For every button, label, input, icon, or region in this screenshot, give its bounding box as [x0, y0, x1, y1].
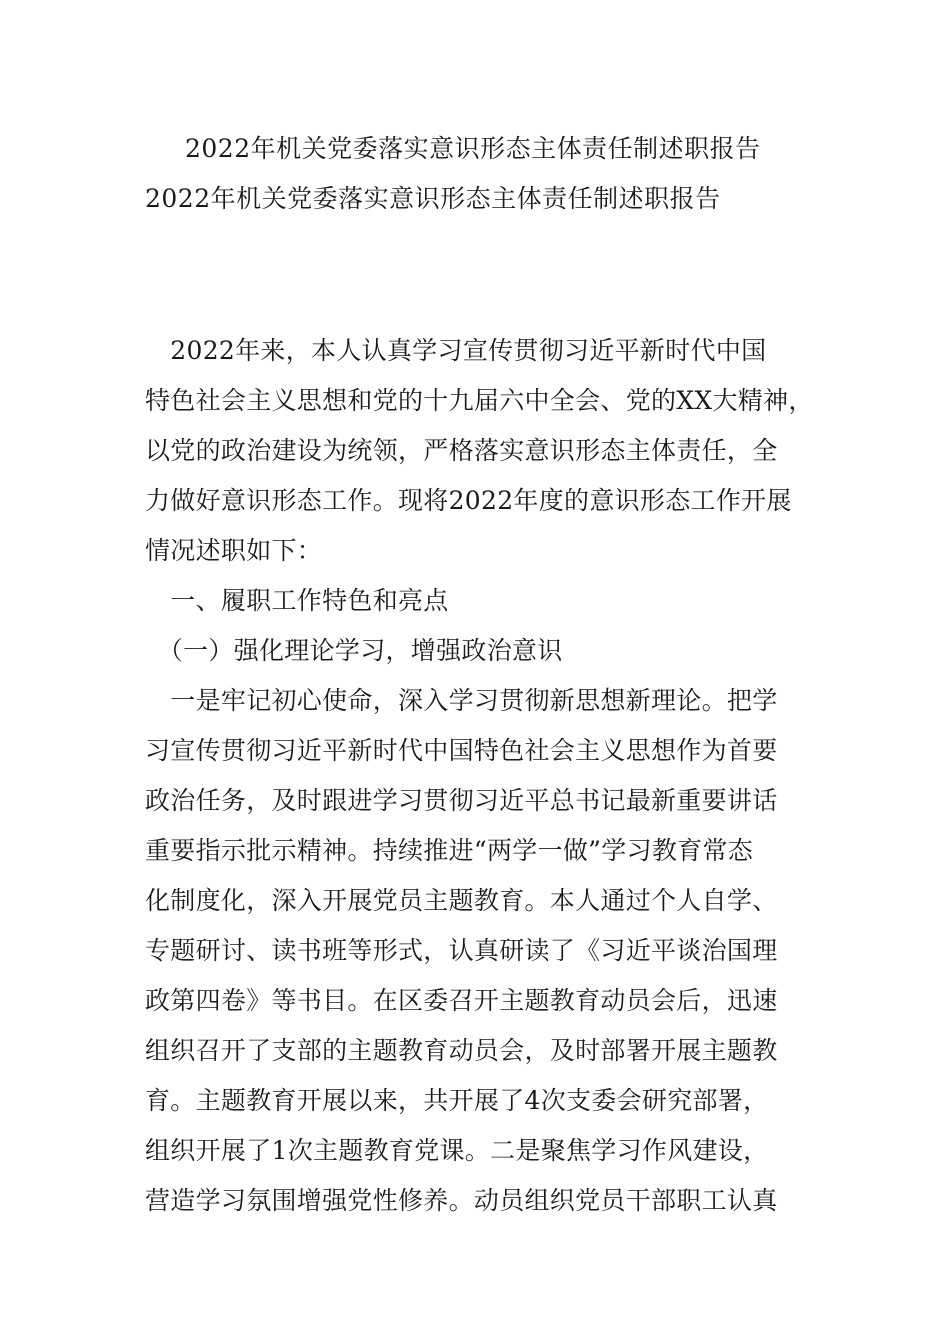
body-line: 以党的政治建设为统领，严格落实意识形态主体责任，全	[145, 436, 778, 465]
body-line: 化制度化，深入开展党员主题教育。本人通过个人自学、	[145, 886, 778, 915]
document-title-repeat: 2022年机关党委落实意识形态主体责任制述职报告	[145, 184, 721, 213]
body-line: 特色社会主义思想和党的十九届六中全会、党的XX大精神，	[145, 386, 814, 415]
body-line: 政治任务，及时跟进学习贯彻习近平总书记最新重要讲话	[145, 786, 778, 815]
subsection-heading: （一）强化理论学习，增强政治意识	[145, 636, 563, 665]
body-line: 情况述职如下：	[145, 536, 323, 565]
body-line: 习宣传贯彻习近平新时代中国特色社会主义思想作为首要	[145, 736, 778, 765]
body-line: 2022年来，本人认真学习宣传贯彻习近平新时代中国	[145, 336, 767, 365]
body-line: 育。主题教育开展以来，共开展了4次支委会研究部署，	[145, 1086, 769, 1115]
body-line: 政第四卷》等书目。在区委召开主题教育动员会后，迅速	[145, 986, 778, 1015]
section-heading: 一、履职工作特色和亮点	[145, 586, 449, 615]
body-line: 组织开展了1次主题教育党课。二是聚焦学习作风建设，	[145, 1136, 769, 1165]
body-line: 一是牢记初心使命，深入学习贯彻新思想新理论。把学	[145, 686, 778, 715]
body-line: 专题研讨、读书班等形式，认真研读了《习近平谈治国理	[145, 936, 778, 965]
body-line: 重要指示批示精神。持续推进“两学一做”学习教育常态	[145, 836, 754, 865]
body-line: 营造学习氛围增强党性修养。动员组织党员干部职工认真	[145, 1186, 778, 1215]
document-title: 2022年机关党委落实意识形态主体责任制述职报告	[185, 134, 761, 163]
body-line: 力做好意识形态工作。现将2022年度的意识形态工作开展	[145, 486, 792, 515]
body-line: 组织召开了支部的主题教育动员会，及时部署开展主题教	[145, 1036, 778, 1065]
